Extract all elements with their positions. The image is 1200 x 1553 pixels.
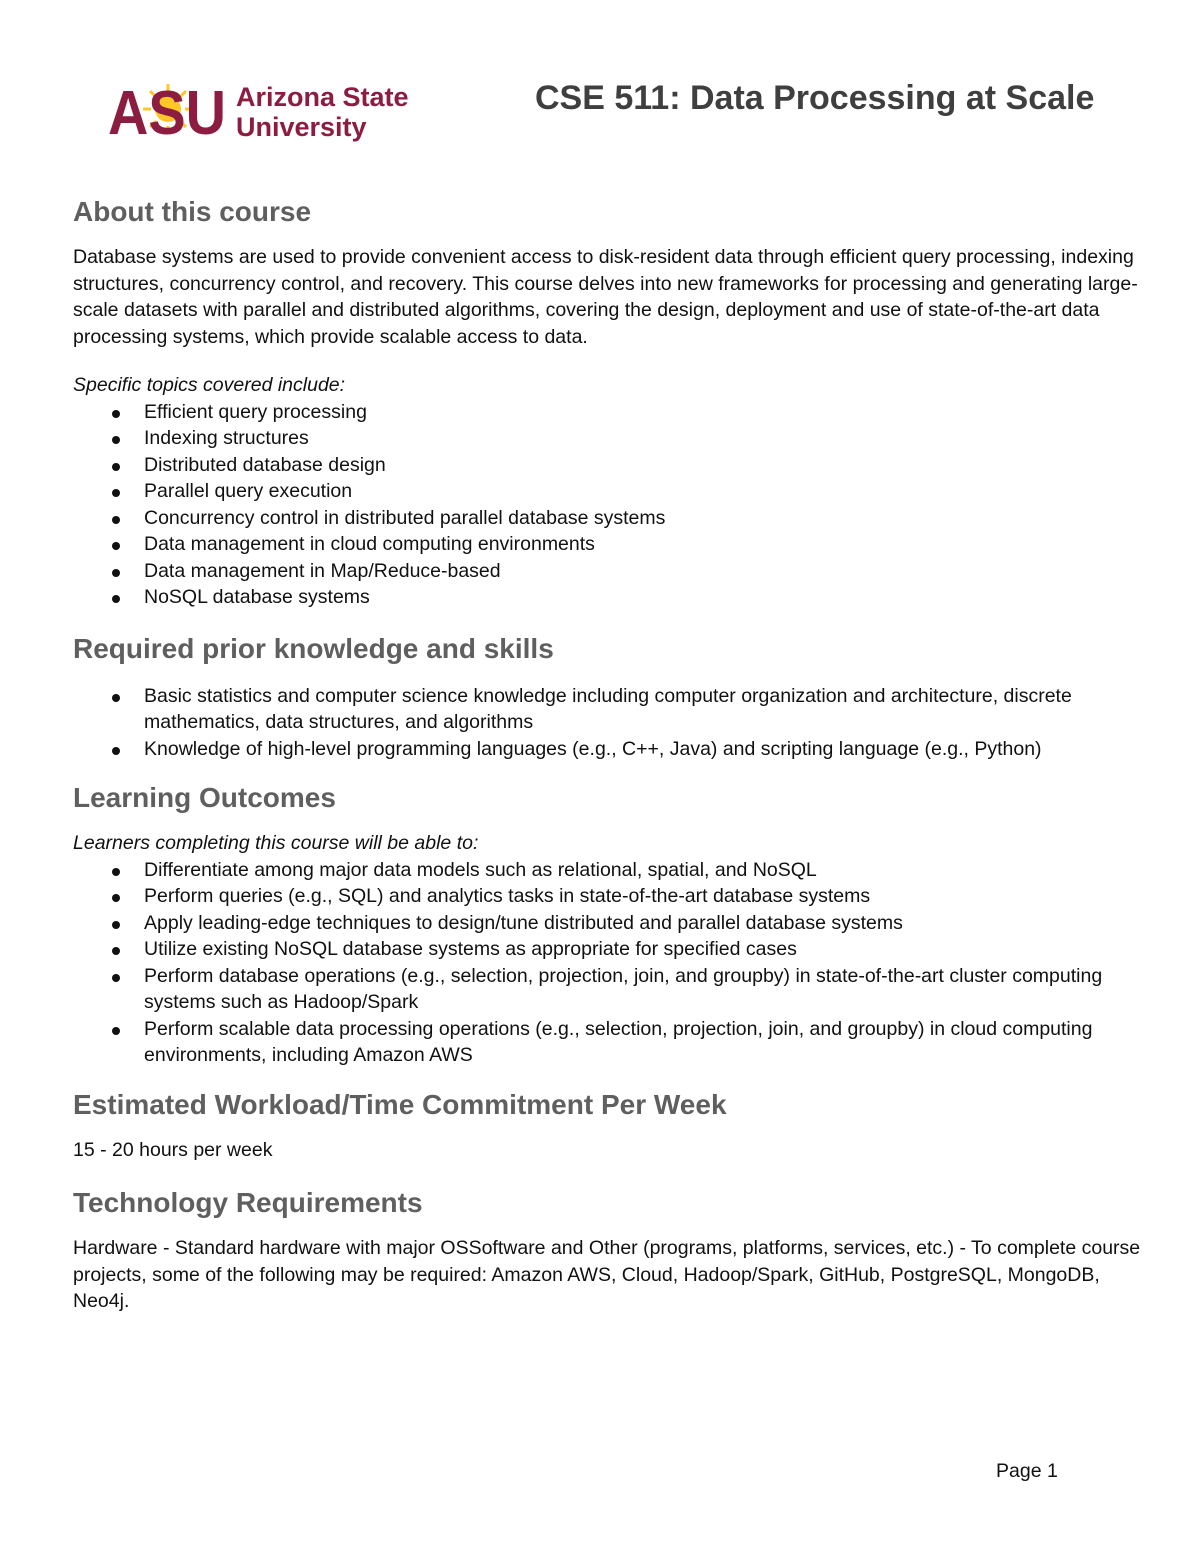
- list-item: Differentiate among major data models such as relational, spatial, and NoSQL: [73, 857, 1153, 884]
- technology-heading: Technology Requirements: [73, 1187, 423, 1218]
- asu-logo-line-2: University: [236, 112, 367, 142]
- list-item: Indexing structures: [73, 425, 1153, 452]
- asu-logo-mark: ASU: [108, 82, 226, 144]
- workload-section: [73, 1083, 1153, 1164]
- topics-list: [73, 399, 1153, 611]
- workload-text: 15 - 20 hours per week: [73, 1138, 273, 1161]
- list-item: Perform database operations (e.g., selection, projection, join, and groupby) in state-of-the-art cluster computing systems such as Hadoop/Spark: [73, 963, 1153, 1016]
- outcomes-list: [73, 857, 1153, 1069]
- list-item: Data management in Map/Reduce-based: [73, 558, 1153, 585]
- workload-heading: Estimated Workload/Time Commitment Per Week: [73, 1088, 727, 1120]
- main-content: [73, 190, 1153, 1315]
- topics-intro: Specific topics covered include:: [73, 374, 346, 396]
- list-item: Utilize existing NoSQL database systems as appropriate for specified cases: [73, 936, 1153, 963]
- list-item: NoSQL database systems: [73, 584, 1153, 611]
- about-heading: About this course: [73, 196, 312, 227]
- asu-logo: [108, 82, 428, 144]
- outcomes-intro: Learners completing this course will be able to:: [73, 832, 479, 854]
- about-description: Database systems are used to provide convenient access to disk-resident data through efficient query processing, indexing structures, concurrency control, and recovery. This course delves into new frameworks for processing and generating large-scale datasets with parallel and distributed algorithms, covering the design, deployment and use of state-of-the-art data processing systems, which provide scalable access to data.: [73, 246, 1138, 348]
- technology-text: Hardware - Standard hardware with major OSSoftware and Other (programs, platforms, services, etc.) - To complete course projects, some of the following may be required: Amazon AWS, Cloud, Hadoop/Spark, GitHub, PostgreSQL, MongoDB, Neo4j.: [73, 1237, 1141, 1312]
- list-item: Apply leading-edge techniques to design/tune distributed and parallel database systems: [73, 910, 1153, 937]
- asu-logo-line-1: Arizona State: [236, 82, 409, 112]
- list-item: Basic statistics and computer science knowledge including computer organization and architecture, discrete mathematics, data structures, and algorithms: [73, 683, 1153, 736]
- about-section: [73, 190, 1153, 611]
- list-item: Knowledge of high-level programming languages (e.g., C++, Java) and scripting language (e.g., Python): [73, 736, 1153, 763]
- list-item: Parallel query execution: [73, 478, 1153, 505]
- page-number: Page 1: [996, 1460, 1058, 1482]
- list-item: Data management in cloud computing environments: [73, 531, 1153, 558]
- list-item: Concurrency control in distributed parallel database systems: [73, 505, 1153, 532]
- list-item: Efficient query processing: [73, 399, 1153, 426]
- outcomes-section: [73, 776, 1153, 1069]
- prior-knowledge-list: [73, 683, 1153, 763]
- technology-section: [73, 1181, 1153, 1315]
- outcomes-heading: Learning Outcomes: [73, 782, 336, 813]
- list-item: Distributed database design: [73, 452, 1153, 479]
- list-item: Perform scalable data processing operations (e.g., selection, projection, join, and groupby) in cloud computing environments, including Amazon AWS: [73, 1016, 1153, 1069]
- course-title: CSE 511: Data Processing at Scale: [535, 79, 1095, 117]
- prior-knowledge-heading: Required prior knowledge and skills: [73, 632, 554, 664]
- list-item: Perform queries (e.g., SQL) and analytics tasks in state-of-the-art database systems: [73, 883, 1153, 910]
- prior-knowledge-section: [73, 627, 1153, 763]
